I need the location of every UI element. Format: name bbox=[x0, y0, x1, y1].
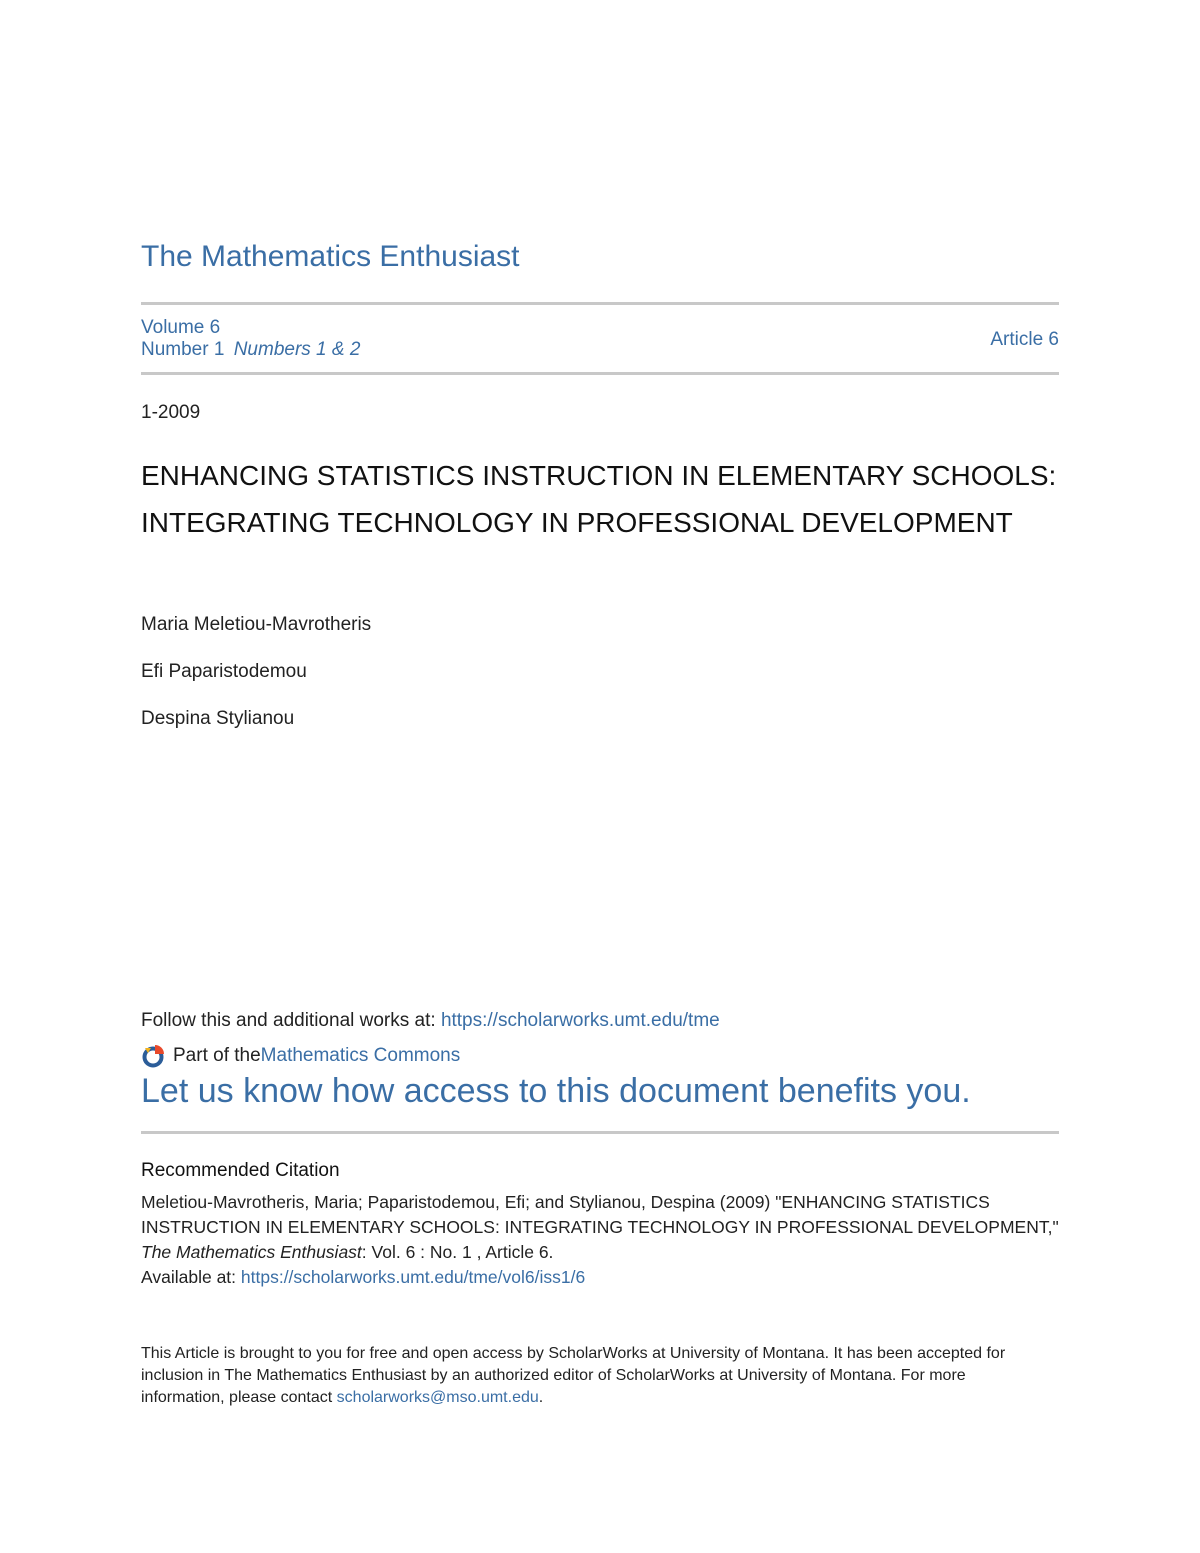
follow-line bbox=[141, 1010, 720, 1032]
publication-date: 1-2009 bbox=[141, 402, 201, 423]
part-of-line bbox=[141, 1043, 460, 1069]
recommended-citation-heading: Recommended Citation bbox=[141, 1160, 340, 1181]
footer-text: This Article is brought to you for free and open access by ScholarWorks at University of Montana. It has been accepted for inclusion in The Mathematics Enthusiast by an authorized editor of ScholarWorks at University of Montana. For more information, please contact bbox=[141, 1345, 1006, 1406]
article-number[interactable]: Article 6 bbox=[990, 329, 1059, 350]
divider-middle bbox=[141, 372, 1059, 375]
author-3: Despina Stylianou bbox=[141, 708, 295, 729]
footer-note bbox=[141, 1343, 1011, 1409]
bepress-commons-icon bbox=[141, 1043, 167, 1069]
citation-block bbox=[141, 1190, 1059, 1290]
article-title: ENHANCING STATISTICS INSTRUCTION IN ELEMENTARY SCHOOLS: INTEGRATING TECHNOLOGY IN PROFESSIONAL DEVELOPMENT bbox=[141, 460, 1057, 538]
citation-journal: The Mathematics Enthusiast bbox=[141, 1242, 362, 1262]
number-line bbox=[141, 339, 360, 361]
benefit-link[interactable]: Let us know how access to this document benefits you. bbox=[141, 1072, 971, 1110]
footer-end: . bbox=[538, 1389, 544, 1406]
journal-title[interactable]: The Mathematics Enthusiast bbox=[141, 240, 520, 273]
citation-volume: : Vol. 6 : No. 1 , Article 6. bbox=[361, 1242, 554, 1262]
follow-prefix: Follow this and additional works at: bbox=[141, 1010, 441, 1031]
divider-top bbox=[141, 302, 1059, 305]
number-detail[interactable]: Numbers 1 & 2 bbox=[233, 339, 361, 360]
contact-email-link[interactable]: scholarworks@mso.umt.edu bbox=[336, 1389, 539, 1406]
citation-text: Meletiou-Mavrotheris, Maria; Paparistodemou, Efi; and Stylianou, Despina (2009) "ENHANCING STATISTICS INSTRUCTION IN ELEMENTARY SCHOOLS: INTEGRATING TECHNOLOGY IN PROFESSIONAL DEVELOPMENT," bbox=[141, 1192, 1059, 1237]
volume-label[interactable]: Volume 6 bbox=[141, 317, 221, 338]
author-1: Maria Meletiou-Mavrotheris bbox=[141, 614, 372, 635]
commons-link[interactable]: Mathematics Commons bbox=[260, 1045, 461, 1066]
cover-page bbox=[141, 0, 1059, 1553]
author-2: Efi Paparistodemou bbox=[141, 661, 307, 682]
part-of-prefix: Part of the bbox=[173, 1045, 261, 1066]
follow-link[interactable]: https://scholarworks.umt.edu/tme bbox=[440, 1010, 720, 1031]
number-label[interactable]: Number 1 bbox=[141, 339, 225, 360]
divider-bottom bbox=[141, 1131, 1059, 1134]
available-prefix: Available at: bbox=[141, 1267, 241, 1287]
available-link[interactable]: https://scholarworks.umt.edu/tme/vol6/iss1/6 bbox=[240, 1267, 586, 1287]
